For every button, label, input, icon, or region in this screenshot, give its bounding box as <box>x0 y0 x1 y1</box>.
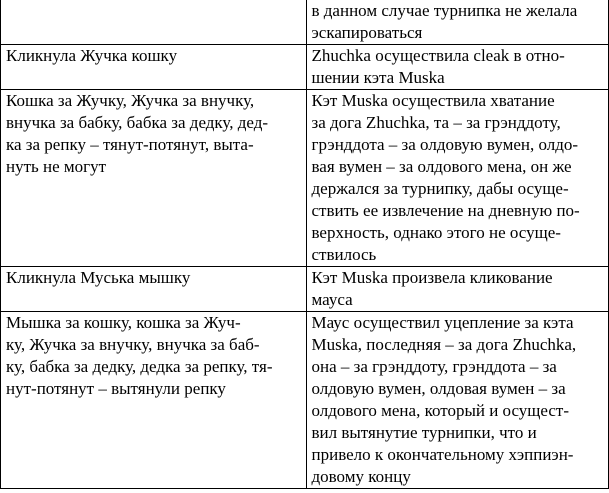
table-row <box>1 45 609 90</box>
original-text-cell: Кликнула Муська мышку <box>1 267 307 312</box>
original-text-cell: Мышка за кошку, кошка за Жуч- ку, Жучка за внучку, внучка за баб- ку, бабка за дедку, дедка за репку, тя- нут-потянут – вытянули репку <box>1 312 307 489</box>
table-row <box>1 267 609 312</box>
original-text-cell: Кликнула Жучка кошку <box>1 45 307 90</box>
translated-text-cell: Zhuchka осуществила cleak в отно- шении кэта Muska <box>306 45 609 90</box>
translated-text-cell: Кэт Muska осуществила хватание за дога Zhuchka, та – за грэнддоту, грэнддота – за олдовую вумен, олдо- вая вумен – за олдового мена, он же держался за турнипку, дабы осуще- ствить ее извлечение на дневную по- верхность, однако этого не осуще- ствилось <box>306 90 609 267</box>
translated-text-cell: Кэт Muska произвела кликование мауса <box>306 267 609 312</box>
original-text-cell: Кошка за Жучку, Жучка за внучку, внучка за бабку, бабка за дедку, дед- ка за репку – тянут-потянут, выта- нуть не могут <box>1 90 307 267</box>
table-row <box>1 0 609 45</box>
translated-text-cell: в данном случае турнипка не желала эскапироваться <box>306 0 609 45</box>
table-row <box>1 90 609 267</box>
original-text-cell <box>1 0 307 45</box>
table-row <box>1 312 609 489</box>
translated-text-cell: Маус осуществил уцепление за кэта Muska, последняя – за дога Zhuchka, она – за грэнддоту, грэнддота – за олдовую вумен, олдовая вумен – за олдового мена, который и осущест- вил вытянутие турнипки, что и привело к окончательному хэппиэн- довому концу <box>306 312 609 489</box>
